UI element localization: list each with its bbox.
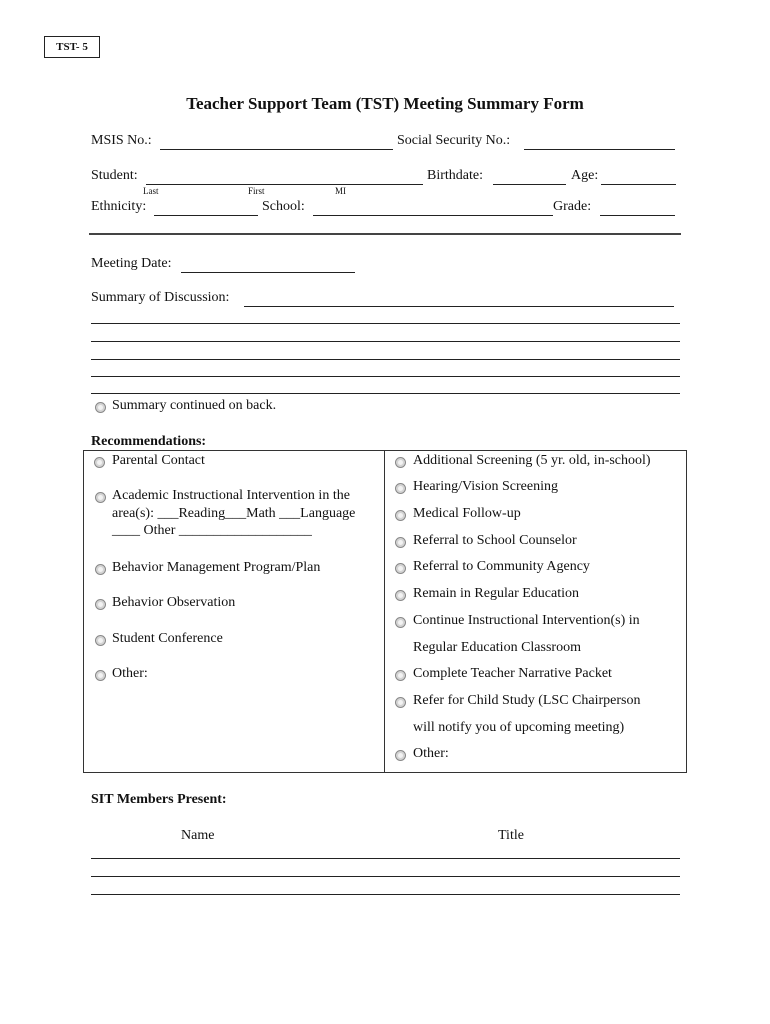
additional-screening-radio[interactable] (395, 457, 406, 468)
name-column-header: Name (181, 828, 215, 843)
student-label: Student: (91, 168, 138, 183)
msis-label: MSIS No.: (91, 133, 152, 148)
child-study-radio[interactable] (395, 697, 406, 708)
name-mi-label: MI (335, 186, 346, 196)
ssn-field[interactable] (524, 149, 675, 150)
name-last-label: Last (143, 186, 159, 196)
summary-continued-label: Summary continued on back. (112, 398, 277, 413)
form-id-box (44, 36, 100, 58)
birthdate-label: Birthdate: (427, 168, 483, 183)
ethnicity-label: Ethnicity: (91, 199, 147, 214)
right-other-label: Other: (413, 746, 449, 761)
meeting-date-field[interactable] (181, 272, 355, 273)
school-counselor-label: Referral to School Counselor (413, 533, 577, 548)
student-conference-radio[interactable] (95, 635, 106, 646)
student-name-field[interactable] (146, 184, 423, 185)
medical-followup-label: Medical Follow-up (413, 506, 521, 521)
recommendations-heading: Recommendations: (91, 434, 207, 449)
page-title: Teacher Support Team (TST) Meeting Summary Form (186, 94, 584, 113)
age-field[interactable] (601, 184, 676, 185)
school-counselor-radio[interactable] (395, 537, 406, 548)
summary-line[interactable] (91, 323, 680, 324)
form-id: TST- 5 (56, 41, 88, 53)
age-label: Age: (571, 168, 599, 183)
continue-intervention-label: Continue Instructional Intervention(s) in (413, 613, 640, 628)
hearing-vision-label: Hearing/Vision Screening (413, 479, 558, 494)
parental-contact-label: Parental Contact (112, 453, 205, 468)
grade-label: Grade: (553, 199, 592, 214)
behavior-observation-label: Behavior Observation (112, 595, 236, 610)
ssn-label: Social Security No.: (397, 133, 511, 148)
academic-areas-label: area(s): ___Reading___Math ___Language (112, 506, 356, 521)
academic-other-label: ____ Other ___________________ (112, 523, 312, 538)
school-field[interactable] (313, 215, 553, 216)
academic-intervention-radio[interactable] (95, 492, 106, 503)
remain-regular-radio[interactable] (395, 590, 406, 601)
hearing-vision-radio[interactable] (395, 483, 406, 494)
summary-line[interactable] (91, 376, 680, 377)
behavior-observation-radio[interactable] (95, 599, 106, 610)
birthdate-field[interactable] (493, 184, 566, 185)
title-column-header: Title (498, 828, 524, 843)
remain-regular-label: Remain in Regular Education (413, 586, 580, 601)
community-agency-label: Referral to Community Agency (413, 559, 590, 574)
sit-members-heading: SIT Members Present: (91, 792, 227, 807)
section-divider (89, 233, 681, 235)
summary-label: Summary of Discussion: (91, 290, 230, 305)
community-agency-radio[interactable] (395, 563, 406, 574)
summary-line[interactable] (91, 393, 680, 394)
summary-line[interactable] (244, 306, 674, 307)
member-line[interactable] (91, 894, 680, 895)
left-other-radio[interactable] (95, 670, 106, 681)
child-study-label: Refer for Child Study (LSC Chairperson (413, 693, 641, 708)
msis-field[interactable] (160, 149, 393, 150)
child-study-label-2: will notify you of upcoming meeting) (413, 720, 625, 735)
continue-intervention-radio[interactable] (395, 617, 406, 628)
recommendations-divider (384, 450, 385, 773)
parental-contact-radio[interactable] (94, 457, 105, 468)
narrative-packet-label: Complete Teacher Narrative Packet (413, 666, 612, 681)
additional-screening-label: Additional Screening (5 yr. old, in-school) (413, 453, 651, 468)
meeting-date-label: Meeting Date: (91, 256, 172, 271)
student-conference-label: Student Conference (112, 631, 223, 646)
summary-line[interactable] (91, 359, 680, 360)
right-other-radio[interactable] (395, 750, 406, 761)
summary-line[interactable] (91, 341, 680, 342)
ethnicity-field[interactable] (154, 215, 258, 216)
member-line[interactable] (91, 858, 680, 859)
left-other-label: Other: (112, 666, 148, 681)
behavior-plan-label: Behavior Management Program/Plan (112, 560, 321, 575)
name-first-label: First (248, 186, 265, 196)
continue-intervention-label-2: Regular Education Classroom (413, 640, 581, 655)
narrative-packet-radio[interactable] (395, 670, 406, 681)
summary-continued-radio[interactable] (95, 402, 106, 413)
behavior-plan-radio[interactable] (95, 564, 106, 575)
school-label: School: (262, 199, 305, 214)
member-line[interactable] (91, 876, 680, 877)
grade-field[interactable] (600, 215, 675, 216)
academic-intervention-label: Academic Instructional Intervention in the (112, 488, 350, 503)
medical-followup-radio[interactable] (395, 510, 406, 521)
